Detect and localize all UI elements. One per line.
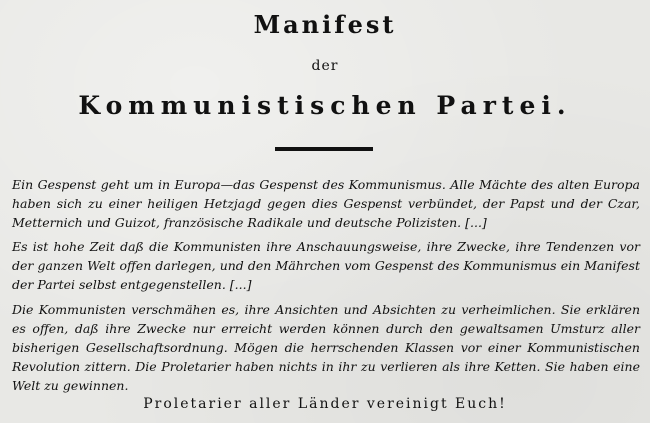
document-title: Manifest	[253, 10, 397, 39]
closing-slogan: Proletarier aller Länder vereinigt Euch!	[143, 396, 507, 412]
paragraph-3: Die Kommunisten verschmähen es, ihre Ansichten und Absichten zu verheimlichen. Sie erklären es offen, daß ihre Zwecke nur erreicht werden können durch den gewaltsamen Umsturz aller bisherigen Gesellschaftsordnung. Mögen die herrschenden Klassen vor einer Kommunistischen Revolution zittern. Die Proletarier haben nichts in ihr zu verlieren als ihre Ketten. Sie haben eine Welt zu gewinnen.	[12, 302, 640, 393]
title-connector: der	[311, 58, 339, 74]
party-title: Kommunistischen Partei.	[78, 91, 572, 120]
paragraph-1: Ein Gespenst geht um in Europa—das Gespenst des Kommunismus. Alle Mächte des alten Europa haben sich zu einer heiligen Hetzjagd gegen dies Gespenst verbündet, der Papst und der Czar, Metternich und Guizot, französische Radikale und deutsche Polizisten. [...]	[12, 177, 640, 230]
title-divider	[275, 147, 373, 151]
paragraph-2: Es ist hohe Zeit daß die Kommunisten ihre Anschauungsweise, ihre Zwecke, ihre Tendenzen vor der ganzen Welt offen darlegen, und den Mährchen vom Gespenst des Kommunismus ein Manifest der Partei selbst entgegenstellen. [...]	[12, 239, 640, 292]
